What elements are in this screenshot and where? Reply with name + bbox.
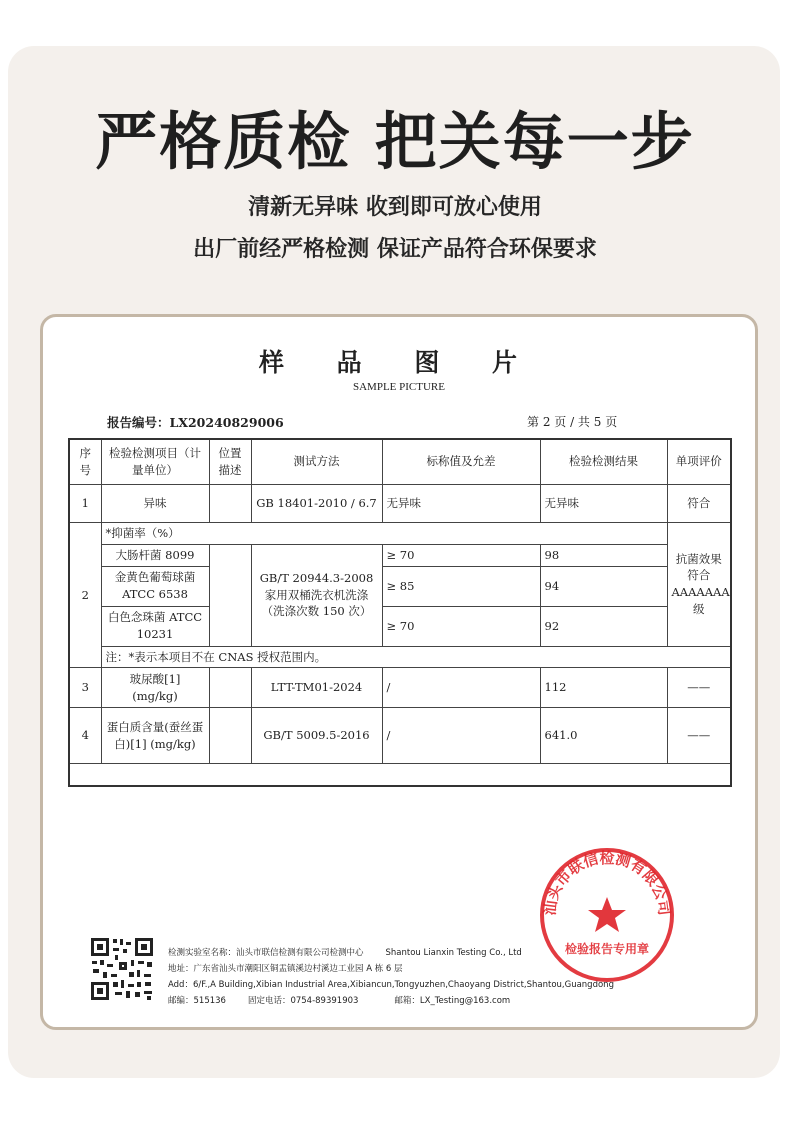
method-cell: GB/T 5009.5-2016 bbox=[251, 708, 382, 764]
position-cell bbox=[209, 708, 251, 764]
report-card bbox=[40, 314, 758, 1030]
position-cell bbox=[209, 668, 251, 708]
headline: 严格质检 把关每一步 bbox=[95, 105, 695, 178]
report-subtitle: SAMPLE PICTURE bbox=[353, 381, 445, 393]
row-number: 4 bbox=[69, 708, 101, 764]
eval-cell: —— bbox=[667, 668, 731, 708]
header-cell: 检验检测项目（计量单位） bbox=[101, 439, 209, 484]
note-cell: 注：*表示本项目不在 CNAS 授权范围内。 bbox=[101, 646, 731, 668]
result-cell: 112 bbox=[540, 668, 667, 708]
result-cell: 无异味 bbox=[540, 484, 667, 522]
svg-text:检验报告专用章: 检验报告专用章 bbox=[564, 942, 650, 956]
subline-1: 清新无异味 收到即可放心使用 bbox=[248, 195, 542, 220]
qr-code-icon bbox=[89, 936, 155, 1002]
group-header-cell: *抑菌率（%） bbox=[101, 522, 667, 544]
report-title: 样 品 图 片 bbox=[258, 348, 540, 377]
nominal-cell: / bbox=[382, 668, 540, 708]
result-cell: 92 bbox=[540, 606, 667, 646]
eval-cell: 抗菌效果符合AAAAAAA级 bbox=[667, 522, 731, 646]
method-cell: GB/T 20944.3-2008 家用双桶洗衣机洗涤（洗涤次数 150 次） bbox=[251, 544, 382, 646]
table-row bbox=[69, 606, 731, 646]
lab-address: 地址：广东省汕头市潮阳区铜盂镇溪边村溪边工业园 A 栋 6 层 bbox=[168, 964, 403, 974]
nominal-cell: 无异味 bbox=[382, 484, 540, 522]
header-cell: 检验检测结果 bbox=[540, 439, 667, 484]
table-row bbox=[69, 646, 731, 668]
item-cell: 金黄色葡萄球菌 ATCC 6538 bbox=[101, 566, 209, 606]
email: 邮箱：LX_Testing@163.com bbox=[394, 996, 511, 1006]
item-cell: 白色念珠菌 ATCC 10231 bbox=[101, 606, 209, 646]
header-cell: 标称值及允差 bbox=[382, 439, 540, 484]
nominal-cell: ≥ 85 bbox=[382, 566, 540, 606]
nominal-cell: ≥ 70 bbox=[382, 544, 540, 566]
table-row-empty bbox=[69, 764, 731, 786]
table-header-row bbox=[69, 439, 731, 484]
position-cell bbox=[209, 544, 251, 646]
method-cell: GB 18401-2010 / 6.7 bbox=[251, 484, 382, 522]
phone: 固定电话：0754-89391903 bbox=[247, 996, 359, 1006]
item-cell: 大肠杆菌 8099 bbox=[101, 544, 209, 566]
table-row bbox=[69, 484, 731, 522]
table-row bbox=[69, 708, 731, 764]
header-cell: 序号 bbox=[69, 439, 101, 484]
position-cell bbox=[209, 484, 251, 522]
item-cell: 异味 bbox=[101, 484, 209, 522]
official-seal-icon bbox=[537, 845, 677, 985]
nominal-cell: / bbox=[382, 708, 540, 764]
report-table bbox=[68, 438, 732, 787]
header-cell: 单项评价 bbox=[667, 439, 731, 484]
result-cell: 98 bbox=[540, 544, 667, 566]
table-row bbox=[69, 566, 731, 606]
row-number: 2 bbox=[69, 522, 101, 668]
page-info: 第 2 页 / 共 5 页 bbox=[527, 415, 618, 429]
nominal-cell: ≥ 70 bbox=[382, 606, 540, 646]
report-number: 报告编号：LX20240829006 bbox=[107, 415, 284, 430]
empty-cell bbox=[69, 764, 731, 786]
method-cell: LTT-TM01-2024 bbox=[251, 668, 382, 708]
subline-2: 出厂前经严格检测 保证产品符合环保要求 bbox=[193, 237, 597, 262]
row-number: 1 bbox=[69, 484, 101, 522]
table-row bbox=[69, 544, 731, 566]
item-cell: 玻尿酸[1] (mg/kg) bbox=[101, 668, 209, 708]
header-cell: 位置描述 bbox=[209, 439, 251, 484]
lab-name: 检测实验室名称：汕头市联信检测有限公司检测中心 bbox=[168, 948, 364, 958]
postcode: 邮编：515136 bbox=[168, 996, 226, 1006]
row-number: 3 bbox=[69, 668, 101, 708]
lab-address-en: Add：6/F.,A Building,Xibian Industrial Area,Xibiancun,Tongyuzhen,Chaoyang District,Shantou,Guangdong bbox=[168, 980, 614, 990]
lab-name-en: Shantou Lianxin Testing Co., Ltd bbox=[385, 948, 522, 958]
eval-cell: —— bbox=[667, 708, 731, 764]
table-row bbox=[69, 668, 731, 708]
table-row bbox=[69, 522, 731, 544]
result-cell: 641.0 bbox=[540, 708, 667, 764]
eval-cell: 符合 bbox=[667, 484, 731, 522]
item-cell: 蛋白质含量(蚕丝蛋白)[1] (mg/kg) bbox=[101, 708, 209, 764]
svg-text:汕头市联信检测有限公司: 汕头市联信检测有限公司 bbox=[540, 848, 674, 917]
header-cell: 测试方法 bbox=[251, 439, 382, 484]
result-cell: 94 bbox=[540, 566, 667, 606]
